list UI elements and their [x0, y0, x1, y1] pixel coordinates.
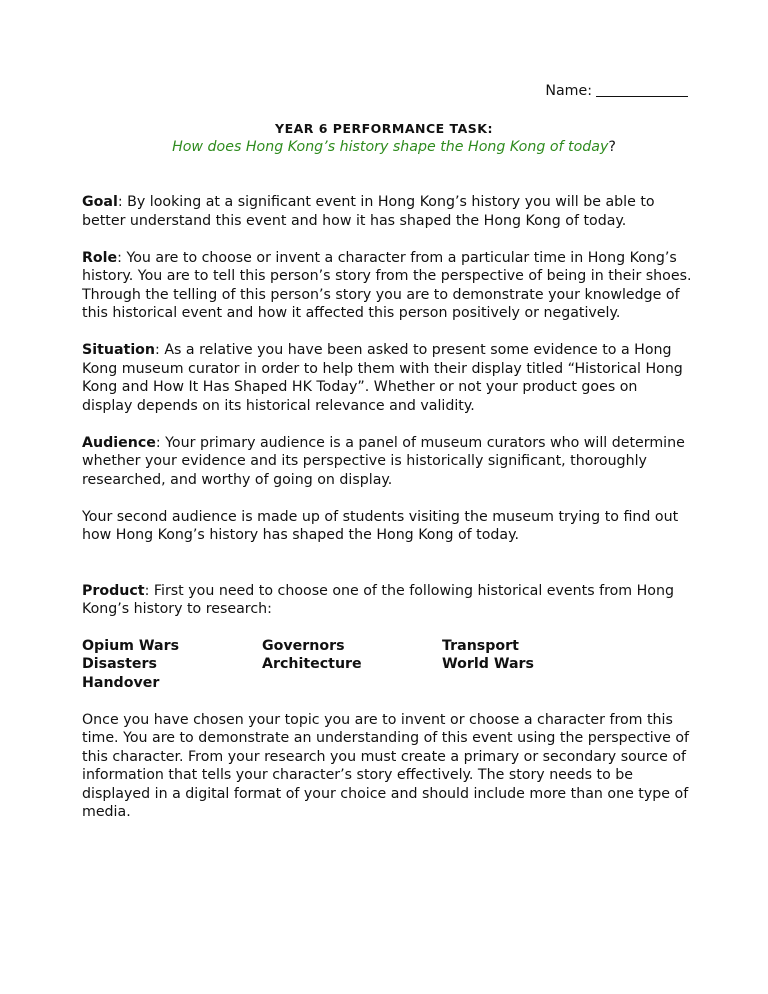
product-paragraph [82, 582, 692, 619]
product-text: : First you need to choose one of the following historical events from Hong Kong’s history to research: [82, 582, 674, 617]
audience-paragraph [82, 434, 692, 490]
name-field [545, 82, 688, 101]
task-title: YEAR 6 PERFORMANCE TASK: [275, 121, 493, 136]
driving-question [0, 138, 768, 157]
closing-paragraph: Once you have chosen your topic you are to invent or choose a character from this time. You are to demonstrate an understanding of this event using the perspective of this character. From your research you must create a primary or secondary source of information that tells your character’s story effectively. The story needs to be displayed in a digital format of your choice and should include more than one type of media. [82, 711, 690, 820]
topic-item: Governors [262, 637, 345, 654]
goal-text: : By looking at a significant event in Hong Kong’s history you will be able to better understand this event and how it has shaped the Hong Kong of today. [82, 194, 655, 229]
question-text: How does Hong Kong’s history shape the Hong Kong of today [172, 139, 609, 155]
second-audience-paragraph [82, 508, 692, 545]
role-label: Role [82, 249, 118, 266]
role-paragraph [82, 249, 692, 323]
task-body [82, 193, 692, 822]
name-blank-line [596, 82, 688, 97]
topic-item: Transport [442, 637, 519, 654]
product-label: Product [82, 582, 145, 599]
topic-item: Opium Wars [82, 637, 180, 654]
name-label: Name: [545, 83, 592, 99]
situation-label: Situation [82, 342, 156, 358]
topic-item: World Wars [442, 656, 535, 672]
topic-item: Disasters [82, 656, 157, 672]
topic-item: Handover [82, 674, 160, 691]
goal-label: Goal [82, 194, 118, 210]
question-mark: ? [608, 139, 616, 155]
situation-text: : As a relative you have been asked to present some evidence to a Hong Kong museum curator in order to help them with their display titled “Historical Hong Kong and How It Has Shaped HK Today”. Whether or not your product goes on display depends on its historical relevance and validity. [82, 342, 683, 414]
situation-paragraph [82, 341, 692, 415]
goal-paragraph [82, 193, 692, 230]
role-text: : You are to choose or invent a character from a particular time in Hong Kong’s history. You are to tell this person’s story from the perspective of being in their shoes. Through the telling of this person’s story you are to demonstrate your knowledge of this historical event and how it affected this person positively or negatively. [82, 249, 692, 321]
audience-text: : Your primary audience is a panel of museum curators who will determine whether your evidence and its perspective is historically significant, thoroughly researched, and worthy of going on display. [82, 434, 685, 488]
second-audience-text: Your second audience is made up of students visiting the museum trying to find out how Hong Kong’s history has shaped the Hong Kong of today. [82, 508, 679, 543]
audience-label: Audience [82, 434, 156, 451]
topic-list [82, 637, 692, 693]
topic-item: Architecture [262, 656, 362, 672]
